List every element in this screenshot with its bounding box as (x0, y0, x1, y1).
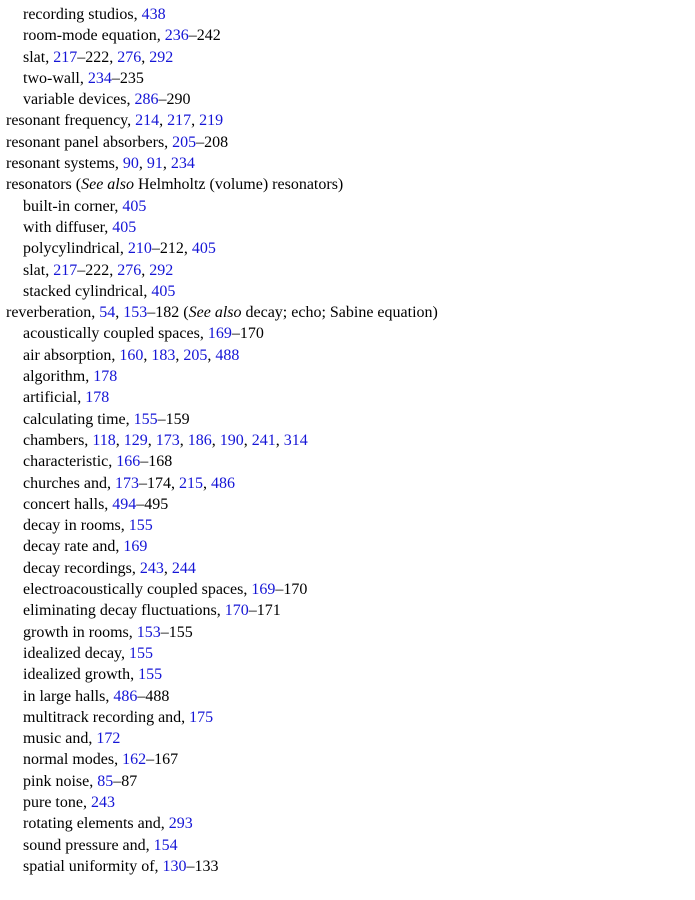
entry-text: , (191, 112, 200, 130)
entry-text: , (275, 431, 284, 449)
see-also-label: See also (81, 176, 134, 194)
index-subentry (0, 409, 695, 430)
entry-text: decay in rooms, (23, 517, 129, 535)
entry-text: resonant frequency, (6, 112, 136, 130)
entry-text: algorithm, (23, 368, 94, 386)
entry-text: normal modes, (23, 751, 123, 769)
entry-text: eliminating decay fluctuations, (23, 602, 225, 620)
entry-text: room-mode equation, (23, 27, 165, 45)
page-link[interactable]: 234 (87, 69, 112, 87)
entry-text: , (141, 261, 150, 279)
entry-text: , (211, 431, 220, 449)
page-link[interactable]: 118 (92, 431, 116, 449)
index-entry (0, 110, 695, 131)
page-link[interactable]: 236 (164, 27, 189, 45)
entry-text: , (243, 431, 252, 449)
page-link[interactable]: 210 (127, 240, 152, 258)
page-link[interactable]: 172 (96, 730, 121, 748)
page-link[interactable]: 178 (93, 368, 118, 386)
entry-text: reverberation, (6, 304, 100, 322)
page-link[interactable]: 173 (155, 431, 180, 449)
page-link[interactable]: 178 (85, 389, 110, 407)
entry-text: , (163, 559, 172, 577)
entry-text: recording studios, (23, 6, 142, 23)
entry-text: slat, (23, 48, 54, 66)
index-subentry (0, 451, 695, 472)
page-link[interactable]: 54 (99, 304, 116, 322)
entry-text: resonators ( (6, 176, 82, 194)
index-subentry (0, 622, 695, 643)
index-subentry (0, 281, 695, 302)
index-subentry (0, 238, 695, 259)
entry-text: –87 (113, 772, 138, 790)
page-link[interactable]: 488 (215, 346, 240, 364)
index-subentry (0, 89, 695, 110)
page-link[interactable]: 217 (53, 48, 78, 66)
page-link[interactable]: 214 (135, 112, 160, 130)
entry-text: decay rate and, (23, 538, 124, 556)
entry-text: –167 (146, 751, 179, 769)
page-link[interactable]: 217 (53, 261, 78, 279)
entry-text: , (175, 346, 184, 364)
entry-text: pink noise, (23, 772, 98, 790)
page-link[interactable]: 166 (116, 453, 141, 471)
entry-text: –222, (77, 48, 118, 66)
index-subentry (0, 835, 695, 856)
entry-text: resonant panel absorbers, (6, 133, 173, 151)
entry-text: –488 (137, 687, 170, 705)
index-subentry (0, 387, 695, 408)
index-subentry (0, 728, 695, 749)
see-also-label: See also (188, 304, 242, 322)
page-link[interactable]: 129 (123, 431, 148, 449)
entry-text: idealized growth, (23, 666, 139, 684)
entry-text: air absorption, (23, 346, 120, 364)
page-link[interactable]: 169 (207, 325, 232, 343)
page-link[interactable]: 130 (162, 857, 187, 875)
page-link[interactable]: 286 (134, 91, 159, 109)
index-subentry (0, 536, 695, 557)
index-subentry (0, 686, 695, 707)
entry-text: built-in corner, (23, 197, 123, 215)
index-subentry (0, 47, 695, 68)
page-link[interactable]: 155 (133, 410, 158, 428)
page-link[interactable]: 155 (129, 644, 154, 662)
index-subentry (0, 813, 695, 834)
entry-text: , (147, 431, 156, 449)
entry-text: , (115, 304, 124, 322)
page-link[interactable]: 276 (117, 48, 142, 66)
entry-text: –222, (77, 261, 118, 279)
entry-text: music and, (23, 730, 97, 748)
index-subentry (0, 323, 695, 344)
page-link[interactable]: 190 (219, 431, 244, 449)
entry-text: –242 (188, 27, 221, 45)
entry-text: , (159, 112, 168, 130)
entry-text: rotating elements and, (23, 815, 169, 833)
entry-text: –290 (158, 91, 191, 109)
page-link[interactable]: 494 (112, 495, 137, 513)
index-subentry (0, 856, 695, 877)
page-link[interactable]: 90 (122, 155, 139, 173)
page-link[interactable]: 160 (119, 346, 144, 364)
page-link[interactable]: 292 (149, 261, 174, 279)
entry-text: in large halls, (23, 687, 114, 705)
entry-text: , (143, 346, 152, 364)
index-subentry (0, 68, 695, 89)
entry-text: idealized decay, (23, 644, 130, 662)
index-subentry (0, 196, 695, 217)
index-subentry (0, 260, 695, 281)
entry-text: –174, (138, 474, 179, 492)
entry-text: , (179, 431, 188, 449)
entry-text: , (115, 431, 124, 449)
entry-text: , (207, 346, 216, 364)
page-link[interactable]: 215 (178, 474, 203, 492)
index-subentry (0, 579, 695, 600)
page-link[interactable]: 243 (90, 793, 115, 811)
page-link[interactable]: 153 (123, 304, 148, 322)
index-page (0, 4, 695, 877)
entry-text: spatial uniformity of, (23, 857, 163, 875)
index-subentry (0, 558, 695, 579)
page-link[interactable]: 205 (183, 346, 208, 364)
entry-text: stacked cylindrical, (23, 282, 152, 300)
entry-text: churches and, (23, 474, 115, 492)
page-link[interactable]: 217 (167, 112, 192, 130)
index-subentry (0, 643, 695, 664)
entry-text: –495 (136, 495, 169, 513)
index-subentry (0, 345, 695, 366)
entry-text: decay recordings, (23, 559, 140, 577)
page-link[interactable]: 85 (97, 772, 114, 790)
entry-text: multitrack recording and, (23, 708, 190, 726)
index-subentry (0, 430, 695, 451)
page-link[interactable]: 244 (171, 559, 196, 577)
page-link[interactable]: 91 (146, 155, 163, 173)
entry-text: calculating time, (23, 410, 134, 428)
page-link[interactable]: 405 (122, 197, 147, 215)
index-entry (0, 302, 695, 323)
page-link[interactable]: 155 (128, 517, 153, 535)
page-link[interactable]: 314 (283, 431, 308, 449)
page-link[interactable]: 292 (149, 48, 174, 66)
page-link[interactable]: 186 (187, 431, 212, 449)
entry-text: decay; echo; Sabine equation) (241, 304, 438, 322)
index-subentry (0, 600, 695, 621)
entry-text: –159 (157, 410, 190, 428)
page-link[interactable]: 155 (138, 666, 163, 684)
page-link[interactable]: 241 (251, 431, 276, 449)
entry-text: growth in rooms, (23, 623, 137, 641)
index-subentry (0, 366, 695, 387)
entry-text: pure tone, (23, 793, 91, 811)
index-subentry (0, 473, 695, 494)
page-link[interactable]: 486 (113, 687, 138, 705)
page-link[interactable]: 162 (122, 751, 147, 769)
index-subentry (0, 25, 695, 46)
entry-text: –168 (140, 453, 173, 471)
page-link[interactable]: 243 (139, 559, 164, 577)
entry-text: chambers, (23, 431, 93, 449)
page-link[interactable]: 154 (153, 836, 178, 854)
page-link[interactable]: 183 (151, 346, 176, 364)
entry-text: Helmholtz (volume) resonators) (133, 176, 344, 194)
entry-text: –182 ( (147, 304, 189, 322)
entry-text: –208 (196, 133, 229, 151)
entry-text: acoustically coupled spaces, (23, 325, 208, 343)
entry-text: artificial, (23, 389, 86, 407)
entry-text: , (138, 155, 147, 173)
index-subentry (0, 515, 695, 536)
page-link[interactable]: 234 (170, 155, 195, 173)
entry-text: variable devices, (23, 91, 135, 109)
index-subentry (0, 664, 695, 685)
entry-text: –235 (111, 69, 144, 87)
page-link[interactable]: 219 (199, 112, 224, 130)
page-link[interactable]: 169 (251, 581, 276, 599)
entry-text: –170 (275, 581, 308, 599)
entry-text: concert halls, (23, 495, 113, 513)
page-link[interactable]: 170 (224, 602, 249, 620)
index-subentry (0, 217, 695, 238)
entry-text: slat, (23, 261, 54, 279)
entry-text: with diffuser, (23, 218, 113, 236)
page-link[interactable]: 173 (114, 474, 139, 492)
entry-text: –170 (231, 325, 264, 343)
page-link[interactable]: 486 (210, 474, 235, 492)
entry-text: –155 (160, 623, 193, 641)
index-subentry (0, 749, 695, 770)
page-link[interactable]: 175 (189, 708, 214, 726)
entry-text: electroacoustically coupled spaces, (23, 581, 252, 599)
index-subentry (0, 771, 695, 792)
page-link[interactable]: 405 (191, 240, 216, 258)
page-link[interactable]: 205 (172, 133, 197, 151)
index-subentry (0, 792, 695, 813)
page-link[interactable]: 438 (141, 6, 166, 23)
entry-text: sound pressure and, (23, 836, 154, 854)
index-entry (0, 132, 695, 153)
index-subentry (0, 707, 695, 728)
index-subentry (0, 4, 695, 25)
entry-text: polycylindrical, (23, 240, 128, 258)
index-subentry (0, 494, 695, 515)
entry-text: characteristic, (23, 453, 117, 471)
entry-text: resonant systems, (6, 155, 123, 173)
entry-text: –133 (186, 857, 219, 875)
page-link[interactable]: 276 (117, 261, 142, 279)
page-link[interactable]: 405 (112, 218, 137, 236)
entry-text: , (162, 155, 171, 173)
entry-text: –171 (248, 602, 281, 620)
entry-text: two-wall, (23, 69, 88, 87)
page-link[interactable]: 405 (151, 282, 176, 300)
page-link[interactable]: 293 (168, 815, 193, 833)
index-entry (0, 153, 695, 174)
entry-text: –212, (151, 240, 192, 258)
page-link[interactable]: 153 (136, 623, 161, 641)
index-entry (0, 174, 695, 195)
entry-text: , (202, 474, 211, 492)
entry-text: , (141, 48, 150, 66)
page-link[interactable]: 169 (123, 538, 148, 556)
